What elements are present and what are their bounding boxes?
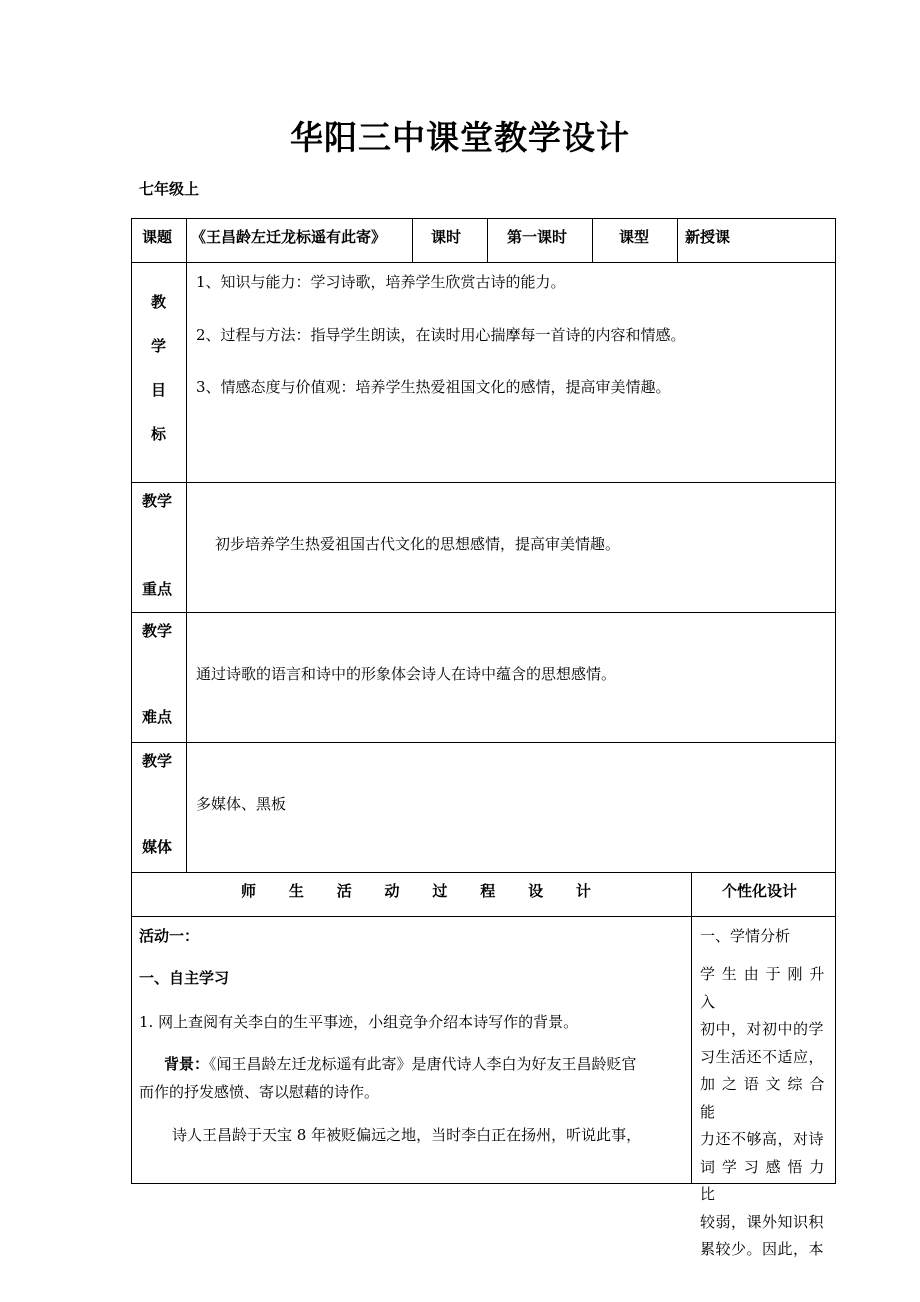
activity-heading: 活动一： [139,927,200,945]
objective-item: 3、情感态度与价值观：培养学生热爱祖国文化的感情，提高审美情趣。 [196,378,671,396]
topic-value: 《王昌龄左迁龙标遥有此寄》 [191,228,387,246]
row-divider [131,262,836,263]
key-points-text: 初步培养学生热爱祖国古代文化的思想感情，提高审美情趣。 [215,535,621,553]
activity-paragraph: 诗人王昌龄于天宝 8 年被贬偏远之地，当时李白正在扬州，听说此事， [172,1126,642,1144]
process-header-char: 活 [336,882,352,900]
media-label-bottom: 媒体 [142,838,173,856]
learner-analysis-line: 累较少。因此，本 [700,1240,825,1258]
background-text-continued: 而作的抒发感愤、寄以慰藉的诗作。 [139,1083,380,1101]
objective-item: 1、知识与能力：学习诗歌，培养学生欣赏古诗的能力。 [196,273,566,291]
key-points-label-top: 教学 [142,492,173,510]
process-header-char: 生 [288,882,304,900]
grade-label: 七年级上 [139,180,200,198]
process-header-char: 过 [432,882,448,900]
difficulties-text: 通过诗歌的语言和诗中的形象体会诗人在诗中蕴含的思想感情。 [196,665,617,683]
process-column-divider [691,872,692,1184]
learner-analysis-line: 加之语文综合能 [700,1075,828,1121]
objectives-label-char: 学 [151,337,167,355]
cell-divider [677,218,678,263]
learner-analysis-line: 较弱，课外知识积 [700,1212,825,1231]
difficulties-label-top: 教学 [142,622,173,640]
process-header-char: 师 [241,882,257,900]
background-label: 背景： [164,1055,210,1073]
table-border-right [835,218,836,1184]
key-points-label-bottom: 重点 [142,580,173,598]
period-value: 第一课时 [507,228,568,246]
learner-analysis [700,961,828,1264]
row-divider [131,742,836,743]
process-header-char: 动 [384,882,400,900]
objectives-label-char: 教 [151,293,167,311]
media-text: 多媒体、黑板 [196,795,287,813]
objectives-label-char: 目 [151,381,167,399]
learner-analysis-line: 词学习感悟力比 [700,1157,828,1203]
objective-item: 2、过程与方法：指导学生朗读，在读时用心揣摩每一首诗的内容和情感。 [196,326,686,344]
process-header-char: 计 [575,882,591,900]
table-border-top [131,218,836,219]
background-paragraph [164,1053,637,1074]
row-divider [131,916,836,917]
row-divider [131,872,836,873]
learner-analysis-line: 学生由于刚升入 [700,965,828,1011]
learner-analysis-line: 初中，对初中的学 [700,1020,825,1038]
period-label: 课时 [431,228,462,246]
topic-label: 课题 [142,228,173,246]
background-text: 《闻王昌龄左迁龙标遥有此寄》是唐代诗人李白为好友王昌龄贬官 [209,1055,637,1073]
row-divider [131,612,836,613]
learner-analysis-line: 力还不够高，对诗 [700,1130,825,1148]
personalized-design-header: 个性化设计 [722,882,798,900]
objectives-label-char: 标 [151,425,167,443]
cell-divider [487,218,488,263]
cell-divider [592,218,593,263]
type-label: 课型 [619,228,650,246]
activity-item: 1. 网上查阅有关李白的生平事迹，小组竞争介绍本诗写作的背景。 [139,1013,579,1031]
learner-analysis-line: 习生活还不适应， [700,1047,825,1066]
media-label-top: 教学 [142,752,173,770]
table-border-left [131,218,132,1184]
difficulties-label-bottom: 难点 [142,708,173,726]
activity-section: 一、自主学习 [139,969,230,987]
personalized-heading: 一、学情分析 [700,927,791,945]
process-design-header [131,880,691,900]
type-value: 新授课 [685,228,731,246]
label-column-divider [186,218,187,873]
process-header-char: 程 [480,882,496,900]
cell-divider [412,218,413,263]
row-divider [131,482,836,483]
page-title: 华阳三中课堂教学设计 [290,118,630,157]
process-header-char: 设 [528,882,544,900]
